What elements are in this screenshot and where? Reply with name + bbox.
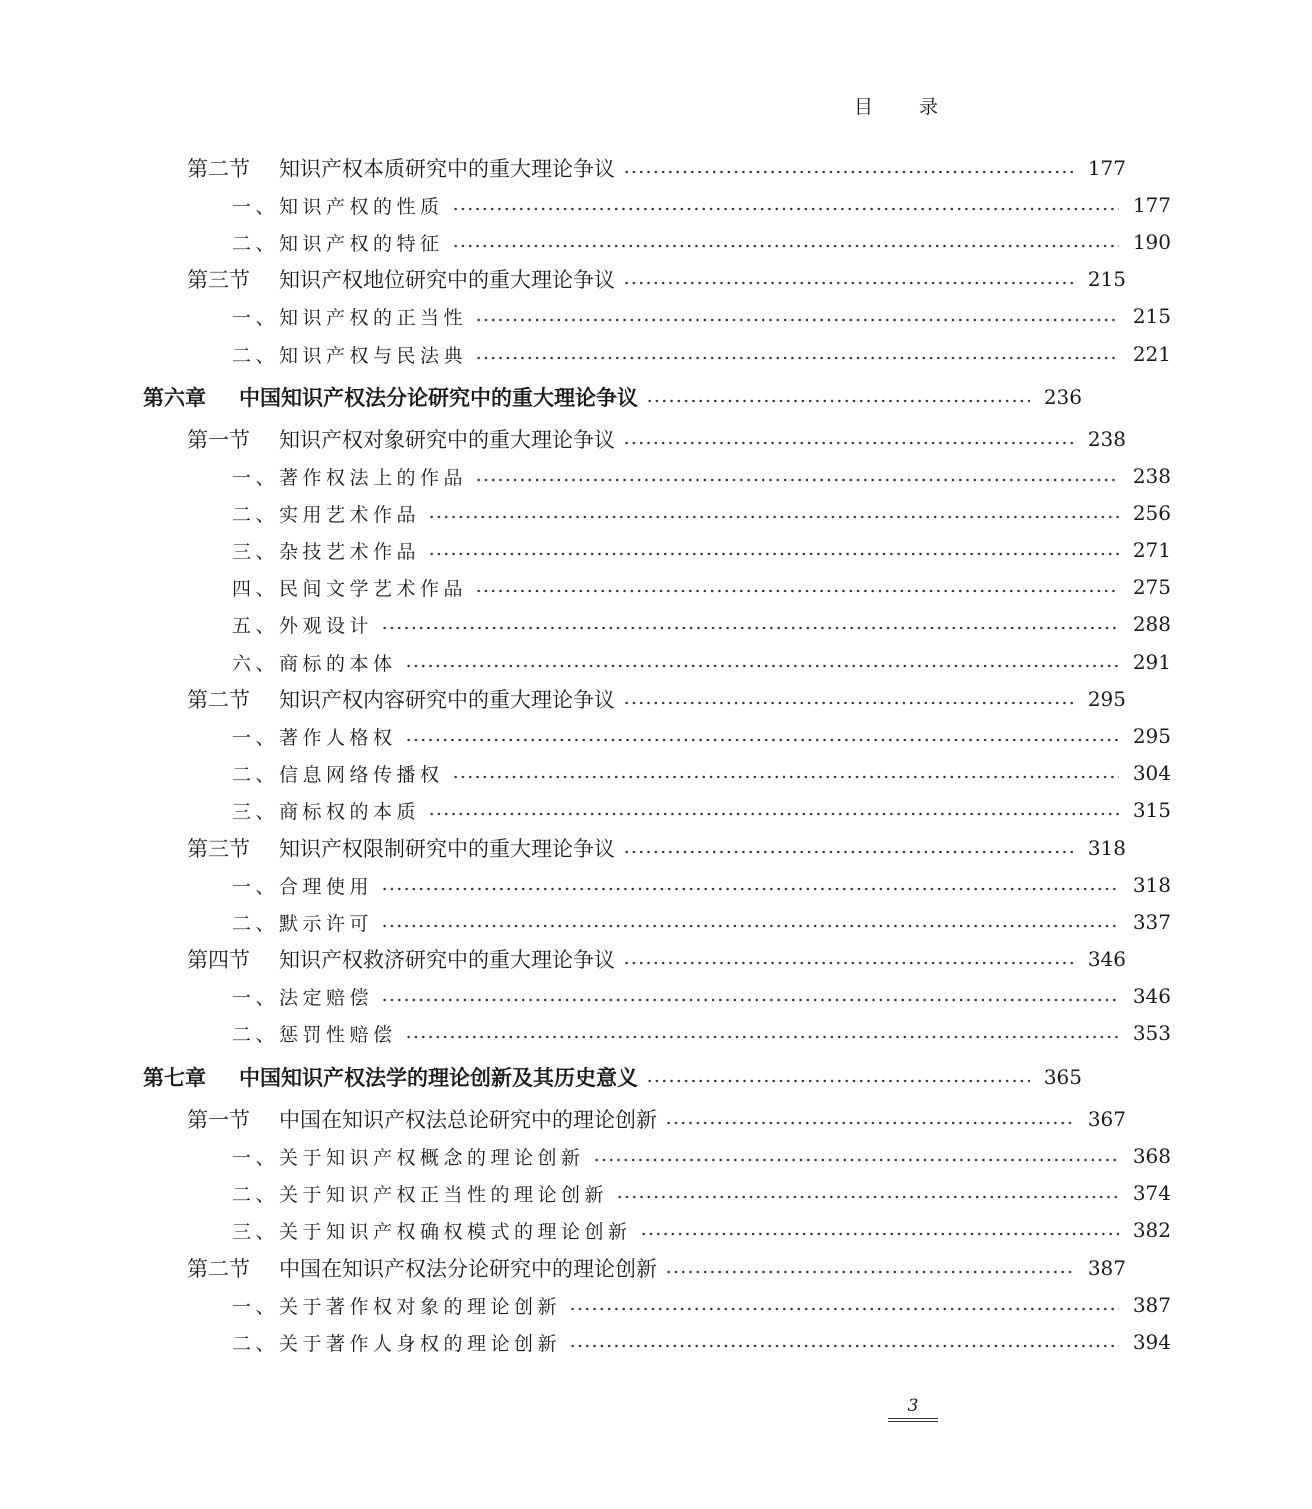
page-footer [888, 1396, 938, 1422]
toc-page-number: 315 [1132, 798, 1171, 822]
toc-number: 二、 [232, 1023, 280, 1046]
toc-number: 一、 [232, 875, 280, 898]
dot-leader [569, 1344, 1119, 1348]
dot-leader [475, 356, 1119, 360]
toc-label [143, 1062, 642, 1092]
toc-item[interactable] [0, 1141, 1312, 1171]
dot-leader [569, 1307, 1119, 1311]
toc-number: 三、 [232, 540, 280, 563]
dot-leader [623, 701, 1074, 705]
toc-page-number: 368 [1132, 1144, 1171, 1168]
toc-label [232, 983, 377, 1010]
dot-leader [452, 775, 1119, 779]
footer-rule [888, 1418, 938, 1422]
toc-item[interactable] [0, 647, 1312, 677]
toc-number: 第六章 [143, 386, 206, 410]
toc-number: 第二节 [187, 1257, 250, 1281]
toc-title: 知识产权地位研究中的重大理论争议 [279, 268, 615, 292]
toc-number: 第二节 [187, 157, 250, 181]
toc-label [232, 341, 471, 368]
dot-leader [381, 924, 1119, 928]
toc-page-number: 275 [1132, 575, 1171, 599]
toc-title: 关于知识产权概念的理论创新 [279, 1146, 585, 1169]
toc-number: 第一节 [187, 1108, 250, 1132]
dot-leader [428, 515, 1119, 519]
toc-page-number: 346 [1087, 947, 1126, 971]
toc-page-number: 271 [1132, 538, 1171, 562]
toc-label [232, 909, 377, 936]
toc-number: 六、 [232, 652, 280, 675]
toc-section[interactable] [0, 833, 1267, 863]
toc-item[interactable] [0, 1327, 1312, 1357]
toc-label [187, 1104, 661, 1134]
toc-section[interactable] [0, 153, 1267, 183]
toc-label [187, 264, 619, 294]
toc-page-number: 291 [1132, 650, 1171, 674]
toc-number: 二、 [232, 1332, 280, 1355]
toc-title: 默示许可 [279, 912, 374, 935]
toc-number: 一、 [232, 195, 280, 218]
dot-leader [405, 738, 1119, 742]
toc-number: 二、 [232, 1183, 280, 1206]
toc-title: 知识产权本质研究中的重大理论争议 [279, 157, 615, 181]
toc-title: 关于知识产权正当性的理论创新 [279, 1183, 609, 1206]
toc-label [232, 1143, 589, 1170]
toc-title: 中国在知识产权法总论研究中的理论创新 [279, 1108, 657, 1132]
running-header: 目 录 [853, 96, 958, 118]
toc-item[interactable] [0, 535, 1312, 565]
toc-title: 商标的本体 [279, 652, 397, 675]
dot-leader [623, 170, 1074, 174]
toc-title: 商标权的本质 [279, 800, 421, 823]
toc-page-number: 382 [1132, 1218, 1171, 1242]
toc-page-number: 346 [1132, 984, 1171, 1008]
toc-label [232, 760, 448, 787]
dot-leader [405, 1035, 1119, 1039]
dot-leader [405, 664, 1119, 668]
toc-label [187, 424, 619, 454]
toc-title: 民间文学艺术作品 [279, 577, 468, 600]
dot-leader [640, 1232, 1119, 1236]
toc-page-number: 387 [1132, 1293, 1171, 1317]
toc-item[interactable] [0, 609, 1312, 639]
toc-item[interactable] [0, 461, 1312, 491]
toc-number: 二、 [232, 344, 280, 367]
toc-label [232, 192, 448, 219]
toc-label [187, 944, 619, 974]
toc-number: 第三节 [187, 268, 250, 292]
dot-leader [475, 318, 1119, 322]
toc-page-number: 256 [1132, 501, 1171, 525]
toc-item[interactable] [0, 907, 1312, 937]
page-number: 3 [907, 1396, 919, 1416]
toc-title: 关于知识产权确权模式的理论创新 [279, 1220, 632, 1243]
toc-number: 四、 [232, 577, 280, 600]
dot-leader [428, 552, 1119, 556]
toc-item[interactable] [0, 758, 1312, 788]
toc-label [143, 382, 642, 412]
dot-leader [475, 589, 1119, 593]
toc-title: 知识产权的特征 [279, 232, 444, 255]
toc-page-number: 288 [1132, 612, 1171, 636]
toc-title: 关于著作人身权的理论创新 [279, 1332, 562, 1355]
toc-page-number: 215 [1132, 304, 1171, 328]
toc-item[interactable] [0, 721, 1312, 751]
toc-page-number: 304 [1132, 761, 1171, 785]
toc-item[interactable] [0, 795, 1312, 825]
toc-page-number: 353 [1132, 1021, 1171, 1045]
dot-leader [452, 207, 1119, 211]
toc-number: 一、 [232, 726, 280, 749]
toc-title: 知识产权的性质 [279, 195, 444, 218]
toc-item[interactable] [0, 981, 1312, 1011]
toc-number: 一、 [232, 1146, 280, 1169]
toc-item[interactable] [0, 339, 1312, 369]
toc-page-number: 394 [1132, 1330, 1171, 1354]
toc-page-number: 190 [1132, 230, 1171, 254]
toc-title: 中国在知识产权法分论研究中的理论创新 [279, 1257, 657, 1281]
toc-number: 第一节 [187, 428, 250, 452]
toc-title: 知识产权救济研究中的重大理论争议 [279, 948, 615, 972]
toc-title: 著作人格权 [279, 726, 397, 749]
toc-label [187, 1253, 661, 1283]
toc-label [232, 574, 471, 601]
toc-label [232, 1329, 565, 1356]
toc-item[interactable] [0, 1215, 1312, 1245]
toc-number: 一、 [232, 986, 280, 1009]
toc-page-number: 238 [1087, 427, 1126, 451]
toc-item[interactable] [0, 1290, 1312, 1320]
toc-section[interactable] [0, 1104, 1267, 1134]
toc-title: 中国知识产权法学的理论创新及其历史意义 [239, 1066, 638, 1090]
toc-number: 一、 [232, 306, 280, 329]
toc-number: 第四节 [187, 948, 250, 972]
toc-page-number: 215 [1087, 267, 1126, 291]
toc-page-number: 365 [1043, 1065, 1082, 1089]
toc-title: 杂技艺术作品 [279, 540, 421, 563]
toc-label [187, 684, 619, 714]
toc-item[interactable] [0, 1178, 1312, 1208]
dot-leader [381, 626, 1119, 630]
toc-label [232, 797, 424, 824]
toc-label [232, 1180, 612, 1207]
toc-title: 法定赔偿 [279, 986, 374, 1009]
toc-label [232, 1020, 401, 1047]
toc-label [232, 537, 424, 564]
toc-page-number: 318 [1132, 873, 1171, 897]
toc-page-number: 387 [1087, 1256, 1126, 1280]
toc-item[interactable] [0, 870, 1312, 900]
dot-leader [665, 1121, 1074, 1125]
dot-leader [428, 812, 1119, 816]
dot-leader [381, 887, 1119, 891]
dot-leader [616, 1195, 1119, 1199]
toc-item[interactable] [0, 498, 1312, 528]
toc-page-number: 374 [1132, 1181, 1171, 1205]
toc-label [187, 833, 619, 863]
toc-title: 知识产权的正当性 [279, 306, 468, 329]
toc-number: 二、 [232, 232, 280, 255]
dot-leader [452, 244, 1119, 248]
toc-number: 二、 [232, 763, 280, 786]
toc-item[interactable] [0, 227, 1312, 257]
toc-page-number: 367 [1087, 1107, 1126, 1131]
toc-label [232, 463, 471, 490]
toc-label [232, 229, 448, 256]
toc-label [232, 611, 377, 638]
toc-item[interactable] [0, 572, 1312, 602]
dot-leader [623, 281, 1074, 285]
toc-page-number: 177 [1132, 193, 1171, 217]
toc-page-number: 177 [1087, 156, 1126, 180]
toc-number: 一、 [232, 1295, 280, 1318]
toc-title: 知识产权对象研究中的重大理论争议 [279, 428, 615, 452]
toc-label [232, 872, 377, 899]
toc-chapter[interactable] [0, 382, 1223, 412]
toc-page-number: 337 [1132, 910, 1171, 934]
toc-title: 惩罚性赔偿 [279, 1023, 397, 1046]
dot-leader [475, 478, 1119, 482]
toc-page-number: 221 [1132, 342, 1171, 366]
toc-label [232, 649, 401, 676]
toc-item[interactable] [0, 1018, 1312, 1048]
toc-chapter[interactable] [0, 1062, 1223, 1092]
toc-title: 著作权法上的作品 [279, 466, 468, 489]
toc-section[interactable] [0, 1253, 1267, 1283]
toc-page-number: 318 [1087, 836, 1126, 860]
dot-leader [665, 1270, 1074, 1274]
toc-title: 实用艺术作品 [279, 503, 421, 526]
dot-leader [593, 1158, 1119, 1162]
toc-page-number: 238 [1132, 464, 1171, 488]
toc-title: 信息网络传播权 [279, 763, 444, 786]
toc-label [232, 723, 401, 750]
dot-leader [623, 441, 1074, 445]
dot-leader [381, 998, 1119, 1002]
toc-section[interactable] [0, 684, 1267, 714]
toc-page-number: 295 [1087, 687, 1126, 711]
toc-section[interactable] [0, 264, 1267, 294]
toc-number: 三、 [232, 1220, 280, 1243]
toc-number: 三、 [232, 800, 280, 823]
toc-label [232, 303, 471, 330]
toc-section[interactable] [0, 944, 1267, 974]
dot-leader [646, 399, 1030, 403]
toc-label [232, 1217, 636, 1244]
toc-page-number: 295 [1132, 724, 1171, 748]
toc-label [232, 1292, 565, 1319]
dot-leader [623, 850, 1074, 854]
toc-label [187, 153, 619, 183]
toc-number: 二、 [232, 912, 280, 935]
dot-leader [646, 1079, 1030, 1083]
toc-title: 合理使用 [279, 875, 374, 898]
toc-item[interactable] [0, 190, 1312, 220]
toc-item[interactable] [0, 301, 1312, 331]
toc-number: 一、 [232, 466, 280, 489]
toc-number: 第二节 [187, 688, 250, 712]
toc-title: 知识产权限制研究中的重大理论争议 [279, 837, 615, 861]
dot-leader [623, 961, 1074, 965]
toc-title: 中国知识产权法分论研究中的重大理论争议 [239, 386, 638, 410]
toc-number: 二、 [232, 503, 280, 526]
toc-title: 关于著作权对象的理论创新 [279, 1295, 562, 1318]
toc-number: 第三节 [187, 837, 250, 861]
toc-title: 外观设计 [279, 614, 374, 637]
toc-page-number: 236 [1043, 385, 1082, 409]
toc-title: 知识产权内容研究中的重大理论争议 [279, 688, 615, 712]
toc-section[interactable] [0, 424, 1267, 454]
toc-number: 五、 [232, 614, 280, 637]
toc-label [232, 500, 424, 527]
toc-title: 知识产权与民法典 [279, 344, 468, 367]
toc-number: 第七章 [143, 1066, 206, 1090]
